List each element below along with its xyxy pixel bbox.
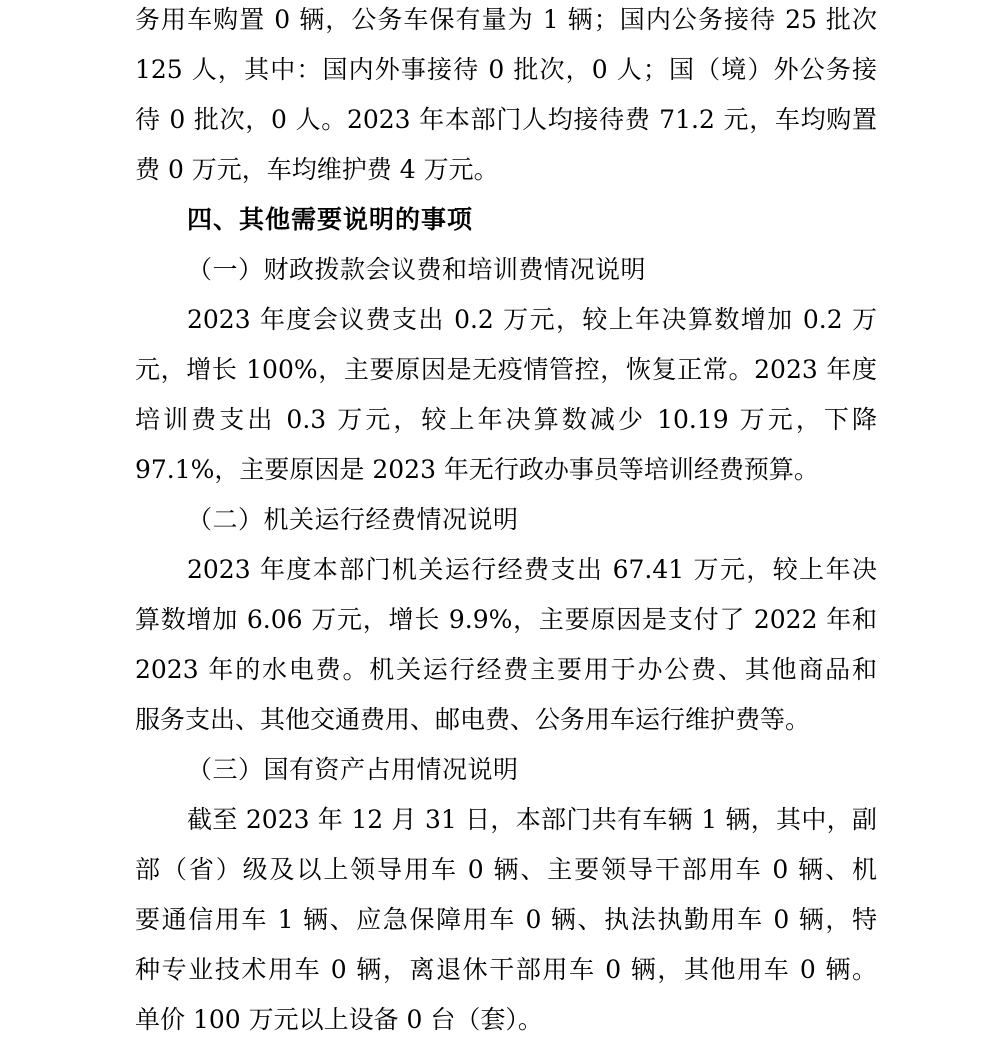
- text-line: 待 0 批次，0 人。2023 年本部门人均接待费 71.2 元，车均购置: [135, 105, 877, 134]
- text-line: 截至 2023 年 12 月 31 日，本部门共有车辆 1 辆，其中，副: [187, 805, 877, 834]
- text-line: 务用车购置 0 辆，公务车保有量为 1 辆；国内公务接待 25 批次: [135, 5, 877, 34]
- text-line: 要通信用车 1 辆、应急保障用车 0 辆、执法执勤用车 0 辆，特: [135, 905, 877, 934]
- text-line: 算数增加 6.06 万元，增长 9.9%，主要原因是支付了 2022 年和: [135, 605, 877, 634]
- text-line: 元，增长 100%，主要原因是无疫情管控，恢复正常。2023 年度: [135, 355, 877, 384]
- text-line: 2023 年度本部门机关运行经费支出 67.41 万元，较上年决: [187, 555, 877, 584]
- text-line: 2023 年度会议费支出 0.2 万元，较上年决算数增加 0.2 万: [187, 305, 877, 334]
- subsection-heading: （三）国有资产占用情况说明: [187, 755, 519, 784]
- text-line: 125 人，其中：国内外事接待 0 批次，0 人；国（境）外公务接: [135, 55, 877, 84]
- text-line: 2023 年的水电费。机关运行经费主要用于办公费、其他商品和: [135, 655, 877, 684]
- text-line: 服务支出、其他交通费用、邮电费、公务用车运行维护费等。: [135, 705, 811, 734]
- text-line: 97.1%，主要原因是 2023 年无行政办事员等培训经费预算。: [135, 455, 819, 484]
- section-heading: 四、其他需要说明的事项: [187, 205, 474, 234]
- subsection-heading: （二）机关运行经费情况说明: [187, 505, 519, 534]
- text-line: 种专业技术用车 0 辆，离退休干部用车 0 辆，其他用车 0 辆。: [135, 955, 877, 984]
- text-line: 培训费支出 0.3 万元，较上年决算数减少 10.19 万元，下降: [135, 405, 877, 434]
- text-line: 部（省）级及以上领导用车 0 辆、主要领导干部用车 0 辆、机: [135, 855, 877, 884]
- text-line: 费 0 万元，车均维护费 4 万元。: [135, 155, 499, 184]
- subsection-heading: （一）财政拨款会议费和培训费情况说明: [187, 255, 647, 284]
- text-line: 单价 100 万元以上设备 0 台（套）。: [135, 1005, 543, 1034]
